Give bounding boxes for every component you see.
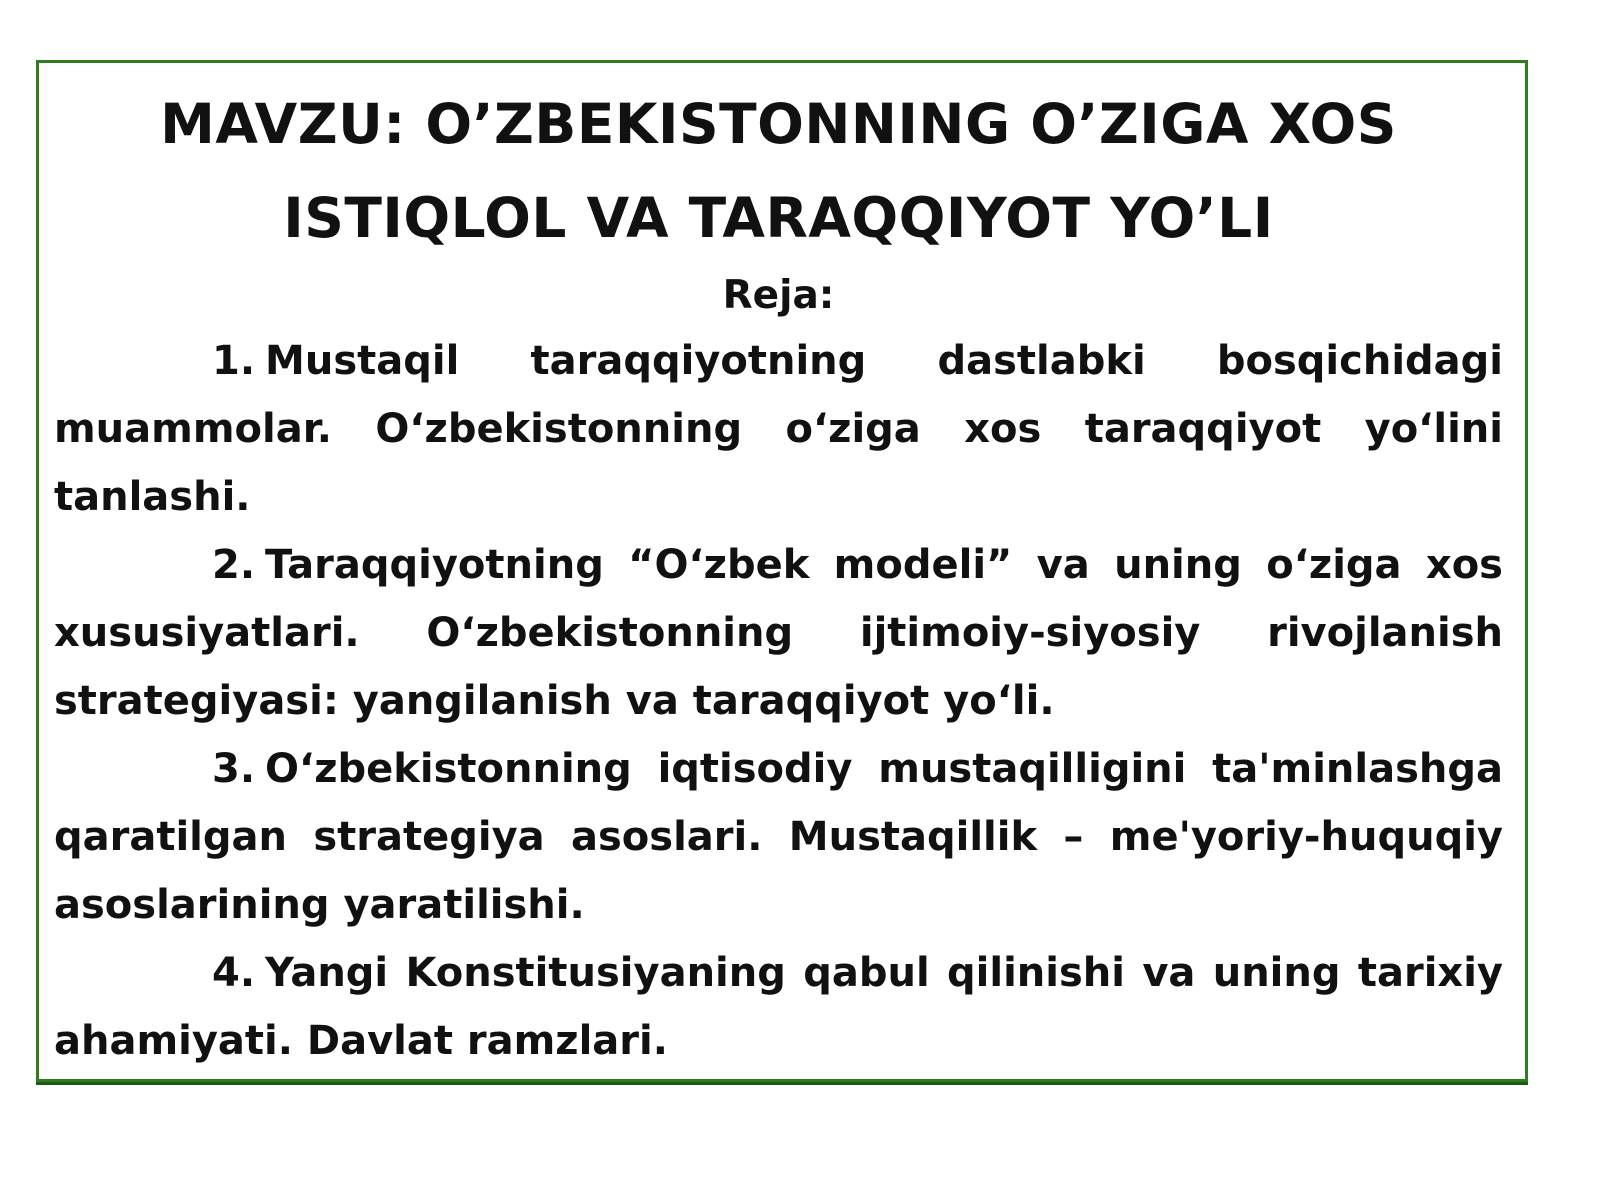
plan-item-number: 3. <box>212 746 256 792</box>
plan-item-number: 2. <box>212 542 256 588</box>
title-line-2: ISTIQLOL VA TARAQQIYOT YO’LI <box>283 186 1274 250</box>
plan-item-text: Mustaqil taraqqiyotning dastlabki bosqichidagi muammolar. O‘zbekistonning o‘ziga xos taraqqiyot yo‘lini tanlashi. <box>54 338 1503 520</box>
plan-item <box>54 531 1503 735</box>
plan-item <box>54 327 1503 531</box>
plan-item-text: Yangi Konstitusiyaning qabul qilinishi va uning tarixiy ahamiyati. Davlat ramzlari. <box>54 950 1503 1064</box>
document-frame <box>36 60 1528 1082</box>
plan-item-number: 1. <box>212 338 256 384</box>
document-title <box>54 77 1503 265</box>
plan-item-number: 4. <box>212 950 256 996</box>
plan-item-text: Taraqqiyotning “O‘zbek modeli” va uning o‘ziga xos xususiyatlari. O‘zbekistonning ijtimoiy-siyosiy rivojlanish strategiyasi: yangilanish va taraqqiyot yo‘li. <box>54 542 1503 724</box>
plan-item-text: O‘zbekistonning iqtisodiy mustaqilligini ta'minlashga qaratilgan strategiya asoslari. Mustaqillik – me'yoriy-huquqiy asoslarining yaratilishi. <box>54 746 1503 928</box>
plan-list <box>54 327 1503 1075</box>
title-line-1: MAVZU: O’ZBEKISTONNING O’ZIGA XOS <box>160 92 1397 156</box>
plan-item <box>54 735 1503 939</box>
plan-item <box>54 939 1503 1075</box>
plan-heading: Reja: <box>722 273 835 318</box>
